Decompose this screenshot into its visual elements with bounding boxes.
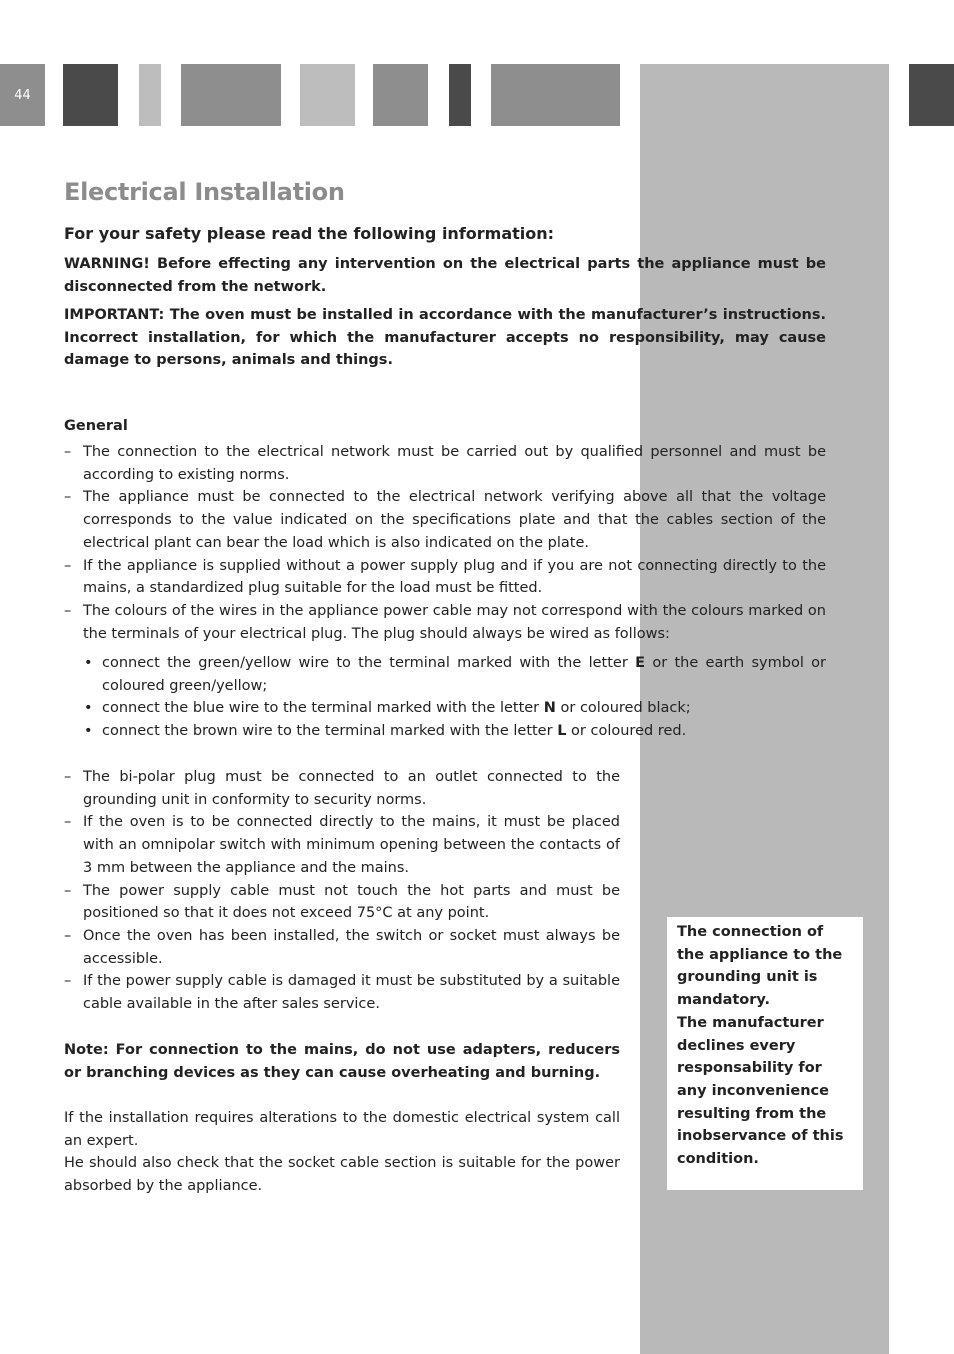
list-item: – Once the oven has been installed, the switch or socket must always be accessible. — [64, 927, 620, 967]
grounding-callout — [667, 917, 863, 1190]
wiring-item-earth: • connect the green/yellow wire to the terminal marked with the letter E or the earth symbol or coloured green/yellow; — [84, 655, 827, 694]
general-list-continued — [64, 766, 620, 1016]
safety-subtitle: For your safety please read the following information: — [64, 224, 555, 243]
header-block — [449, 64, 471, 126]
general-heading: General — [64, 418, 128, 434]
note-text: Note: For connection to the mains, do not use adapters, reducers or branching devices as they can cause overheating and burning. — [64, 1042, 620, 1081]
list-item: – If the appliance is supplied without a power supply plug and if you are not connecting directly to the mains, a standardized plug suitable for the load must be fitted. — [64, 557, 826, 597]
header-block — [373, 64, 428, 126]
list-item: – If the power supply cable is damaged it must be substituted by a suitable cable available in the after sales service. — [64, 973, 620, 1013]
header-block — [139, 64, 161, 126]
header-block — [63, 64, 118, 126]
general-list — [64, 441, 826, 645]
warning-text: WARNING! Before effecting any intervention on the electrical parts the appliance must be disconnected from the network. — [64, 256, 826, 295]
expert-text: If the installation requires alterations to the domestic electrical system call an expert. He should also check that the socket cable section is suitable for the power absorbed by the appliance. — [64, 1110, 620, 1195]
callout-text: The connection of the appliance to the grounding unit is mandatory. — [677, 924, 843, 1009]
list-item: – The bi-polar plug must be connected to an outlet connected to the grounding unit in conformity to security norms. — [64, 769, 620, 808]
header-block — [491, 64, 620, 126]
page-number: 44 — [0, 64, 45, 126]
header-block — [909, 64, 954, 126]
header-block — [300, 64, 355, 126]
list-item: – The connection to the electrical network must be carried out by qualified personnel and must be according to existing norms. — [64, 444, 826, 483]
wiring-item-live: • connect the brown wire to the terminal marked with the letter L or coloured red. — [84, 723, 687, 740]
list-item: – The colours of the wires in the appliance power cable may not correspond with the colours marked on the terminals of your electrical plug. The plug should always be wired as follows: — [64, 602, 826, 642]
important-text: IMPORTANT: The oven must be installed in accordance with the manufacturer’s instructions. Incorrect installation, for which the manufacturer accepts no responsibility, may cause damage to persons, animals and things. — [64, 307, 826, 369]
list-item: – If the oven is to be connected directly to the mains, it must be placed with an omnipolar switch with minimum opening between the contacts of 3 mm between the appliance and the mains. — [64, 814, 620, 876]
list-item: – The power supply cable must not touch the hot parts and must be positioned so that it does not exceed 75°C at any point. — [64, 882, 620, 922]
wiring-list — [84, 652, 826, 743]
page-title: Electrical Installation — [64, 178, 345, 206]
list-item: – The appliance must be connected to the electrical network verifying above all that the voltage corresponds to the value indicated on the specifications plate and that the cables section of the electrical plant can bear the load which is also indicated on the plate. — [64, 489, 826, 551]
callout-text: The manufacturer declines every responsability for any inconvenience resulting from the inobservance of this condition. — [677, 1014, 844, 1168]
wiring-item-neutral: • connect the blue wire to the terminal marked with the letter N or coloured black; — [84, 700, 691, 717]
header-block — [181, 64, 281, 126]
